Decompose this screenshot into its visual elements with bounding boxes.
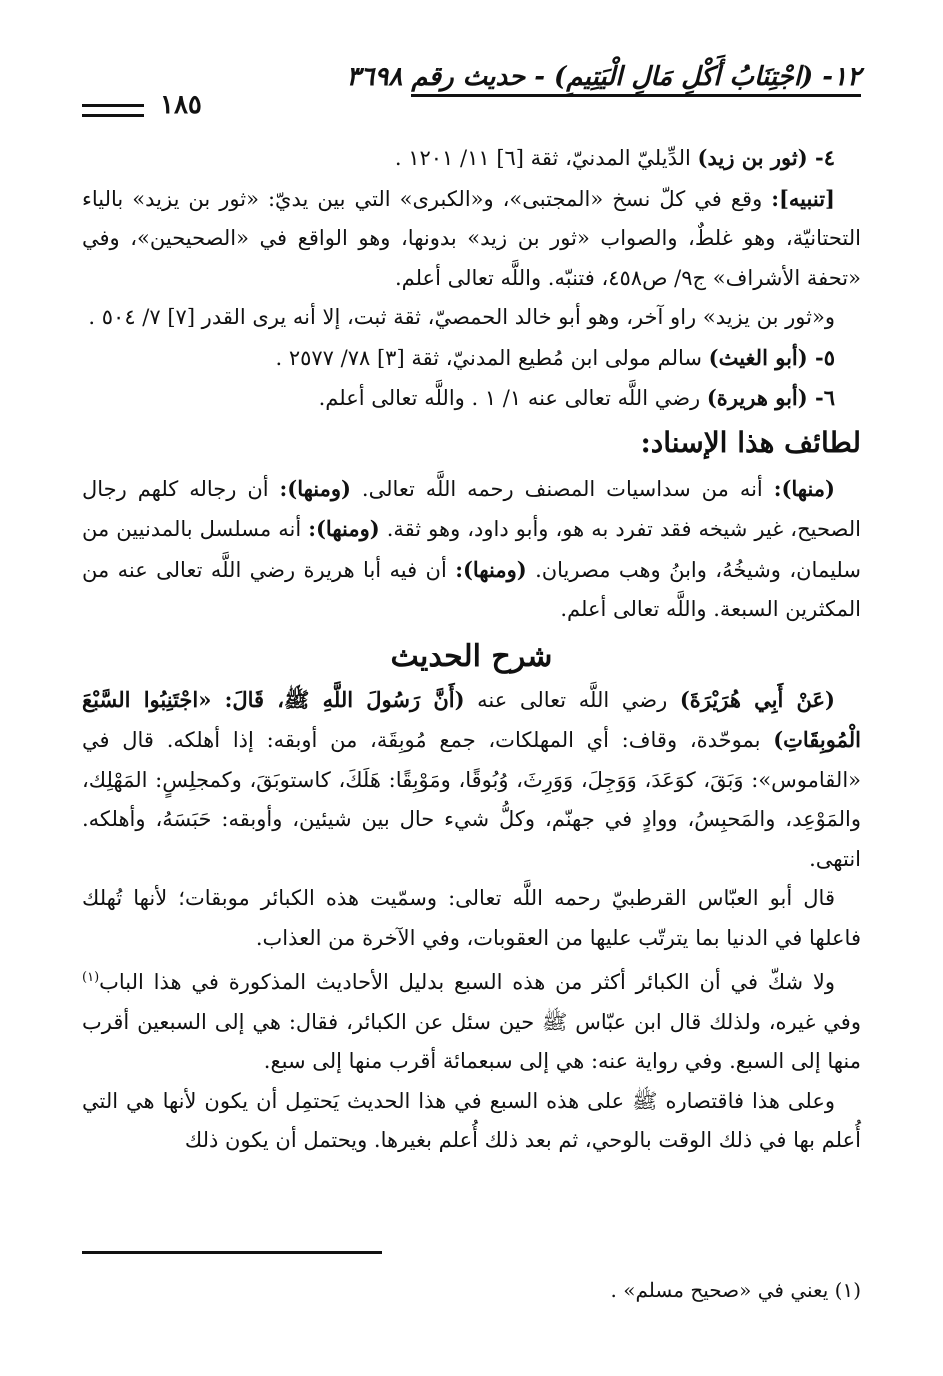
sharh-heading: شرح الحديث — [390, 638, 553, 674]
thawr-ibn-yazid-note: و«ثور بن يزيد» راو آخر، وهو أبو خالد الحمصيّ، ثقة ثبت، إلا أنه يرى القدر [٧] ٧/ ٥٠٤ . — [88, 305, 835, 329]
footnote-reference: (١) — [82, 970, 100, 985]
hadith-explanation: بموحّدة، وقاف: أي المهلكات، جمع مُوبِقَة، من أوبقه: إذا أهلكه. قال في «القاموس»: وَبَقَ، كوَعَدَ، وَوَجِلَ، وَوَرِثَ، وُبُوقًا، ومَوْبِقًا: هَلَكَ، كاستوبَقَ، وكمجلِسٍ: المَهْلِك، والمَوْعِد، والمَحبِسُ، ووادٍ في جهنّم، وكلُّ شيء حال بين شيئين، وأوبقه: حَبَسَهُ، وأهلكه. انتهى. — [82, 728, 861, 871]
lataif-paragraph — [82, 469, 861, 630]
lataif-label-4: (ومنها): — [455, 556, 527, 582]
lataif-text-3: أنه مسلسل بالمدنيين من سليمان، وشيخُهُ، وابنُ وهب مصريان. — [82, 517, 861, 582]
lataif-heading: لطائف هذا الإسناد: — [640, 425, 861, 459]
page-number-rule-bottom — [82, 114, 144, 117]
sharh-paragraph-3-start: ولا شكّ في أن الكبائر أكثر من هذه السبع بدليل الأحاديث المذكورة في هذا الباب — [99, 970, 836, 994]
hadith-taradi: رضي اللَّه تعالى عنه — [477, 687, 668, 712]
lataif-label-3: (ومنها): — [308, 516, 380, 541]
page-number-rule-top — [82, 104, 144, 107]
sharh-paragraph-1 — [82, 680, 861, 880]
narrator-4-text: الدِّيليّ المدنيّ، ثقة [٦] ١١/ ١٢٠١ . — [394, 146, 691, 170]
narrator-6 — [82, 378, 861, 419]
lataif-label-2: (ومنها): — [279, 475, 351, 501]
narrator-5-name: ٥- (أبو الغيث) — [708, 344, 835, 370]
lataif-label-1: (منها): — [773, 475, 835, 501]
lataif-text-4: أن فيه أبا هريرة رضي اللَّه تعالى عنه من المكثرين السبعة. واللَّه تعالى أعلم. — [82, 557, 861, 621]
sharh-paragraph-3 — [82, 958, 861, 1082]
sharh-paragraph-2: قال أبو العبّاس القرطبيّ رحمه اللَّه تعالى: وسمّيت هذه الكبائر موبقات؛ لأنها تُهلك فاعلها في الدنيا بما يترتّب عليها من العقوبات، وفي الآخرة من العذاب. — [82, 886, 861, 950]
lataif-text-1: أنه من سداسيات المصنف رحمه اللَّه تعالى. — [361, 476, 763, 501]
narrator-6-name: ٦- (أبو هريرة) — [706, 385, 835, 410]
narrator-4 — [82, 138, 861, 179]
sharh-paragraph-3-end: وفي غيره، ولذلك قال ابن عبّاس ﷺ حين سئل عن الكبائر، فقال: هي إلى السبعين أقرب منها إلى السبع. وفي رواية عنه: هي إلى سبعمائة أقرب منها إلى سبع. — [82, 1009, 861, 1073]
lataif-text-2: أن رجاله كلهم رجال الصحيح، غير شيخه فقد تفرد به هو، وأبو داود، وهو ثقة. — [82, 476, 861, 541]
narrator-5-text: سالم مولى ابن مُطيع المدنيّ، ثقة [٣] ٧٨/ ٢٥٧٧ . — [275, 345, 702, 370]
running-title: ١٢- (اجْتِنَابُ أَكْلِ مَالِ الْيَتِيمِ) - حديث رقم ٣٦٩٨ — [346, 62, 861, 92]
narrator-4-name: ٤- (ثور بن زيد) — [697, 145, 835, 170]
header-rule — [411, 94, 861, 97]
main-text — [82, 138, 861, 1161]
narrator-6-text: رضي اللَّه تعالى عنه ١/ ١ . واللَّه تعالى أعلم. — [318, 386, 701, 410]
tanbih-text: وقع في كلّ نسخ «المجتبى»، و«الكبرى» التي بين يديّ: «ثور بن يزيد» بالياء التحتانيّة، وهو غلطٌ، والصواب «ثور بن زيد» بدونها، وهو الواقع في «الصحيحين»، وفي «تحفة الأشراف» ج٩/ ص٤٥٨، فتنبّه. واللَّه تعالى أعلم. — [82, 186, 861, 290]
hadith-narrator: (عَنْ أَبِي هُرَيْرَةَ) — [679, 686, 835, 712]
sharh-paragraph-4: وعلى هذا فاقتصاره ﷺ على هذه السبع في هذا الحديث يَحتمِل أن يكون لأنها هي التي أُعلم بها في ذلك الوقت بالوحي، ثم بعد ذلك أُعلم بغيرها. ويحتمل أن يكون ذلك — [82, 1088, 861, 1152]
page-number: ١٨٥ — [160, 90, 202, 120]
footnote-rule — [82, 1251, 382, 1254]
narrator-5 — [82, 338, 861, 379]
tanbih-note — [82, 179, 861, 299]
tanbih-label: [تنبيه]: — [771, 185, 835, 211]
hadith-matn: (أَنَّ رَسُولَ اللَّهِ ﷺ، قَالَ: «اجْتَنِبُوا السَّبْعَ الْمُوبِقَاتِ) — [82, 686, 861, 752]
footnote-1: (١) يعني في «صحيح مسلم» . — [610, 1278, 861, 1302]
